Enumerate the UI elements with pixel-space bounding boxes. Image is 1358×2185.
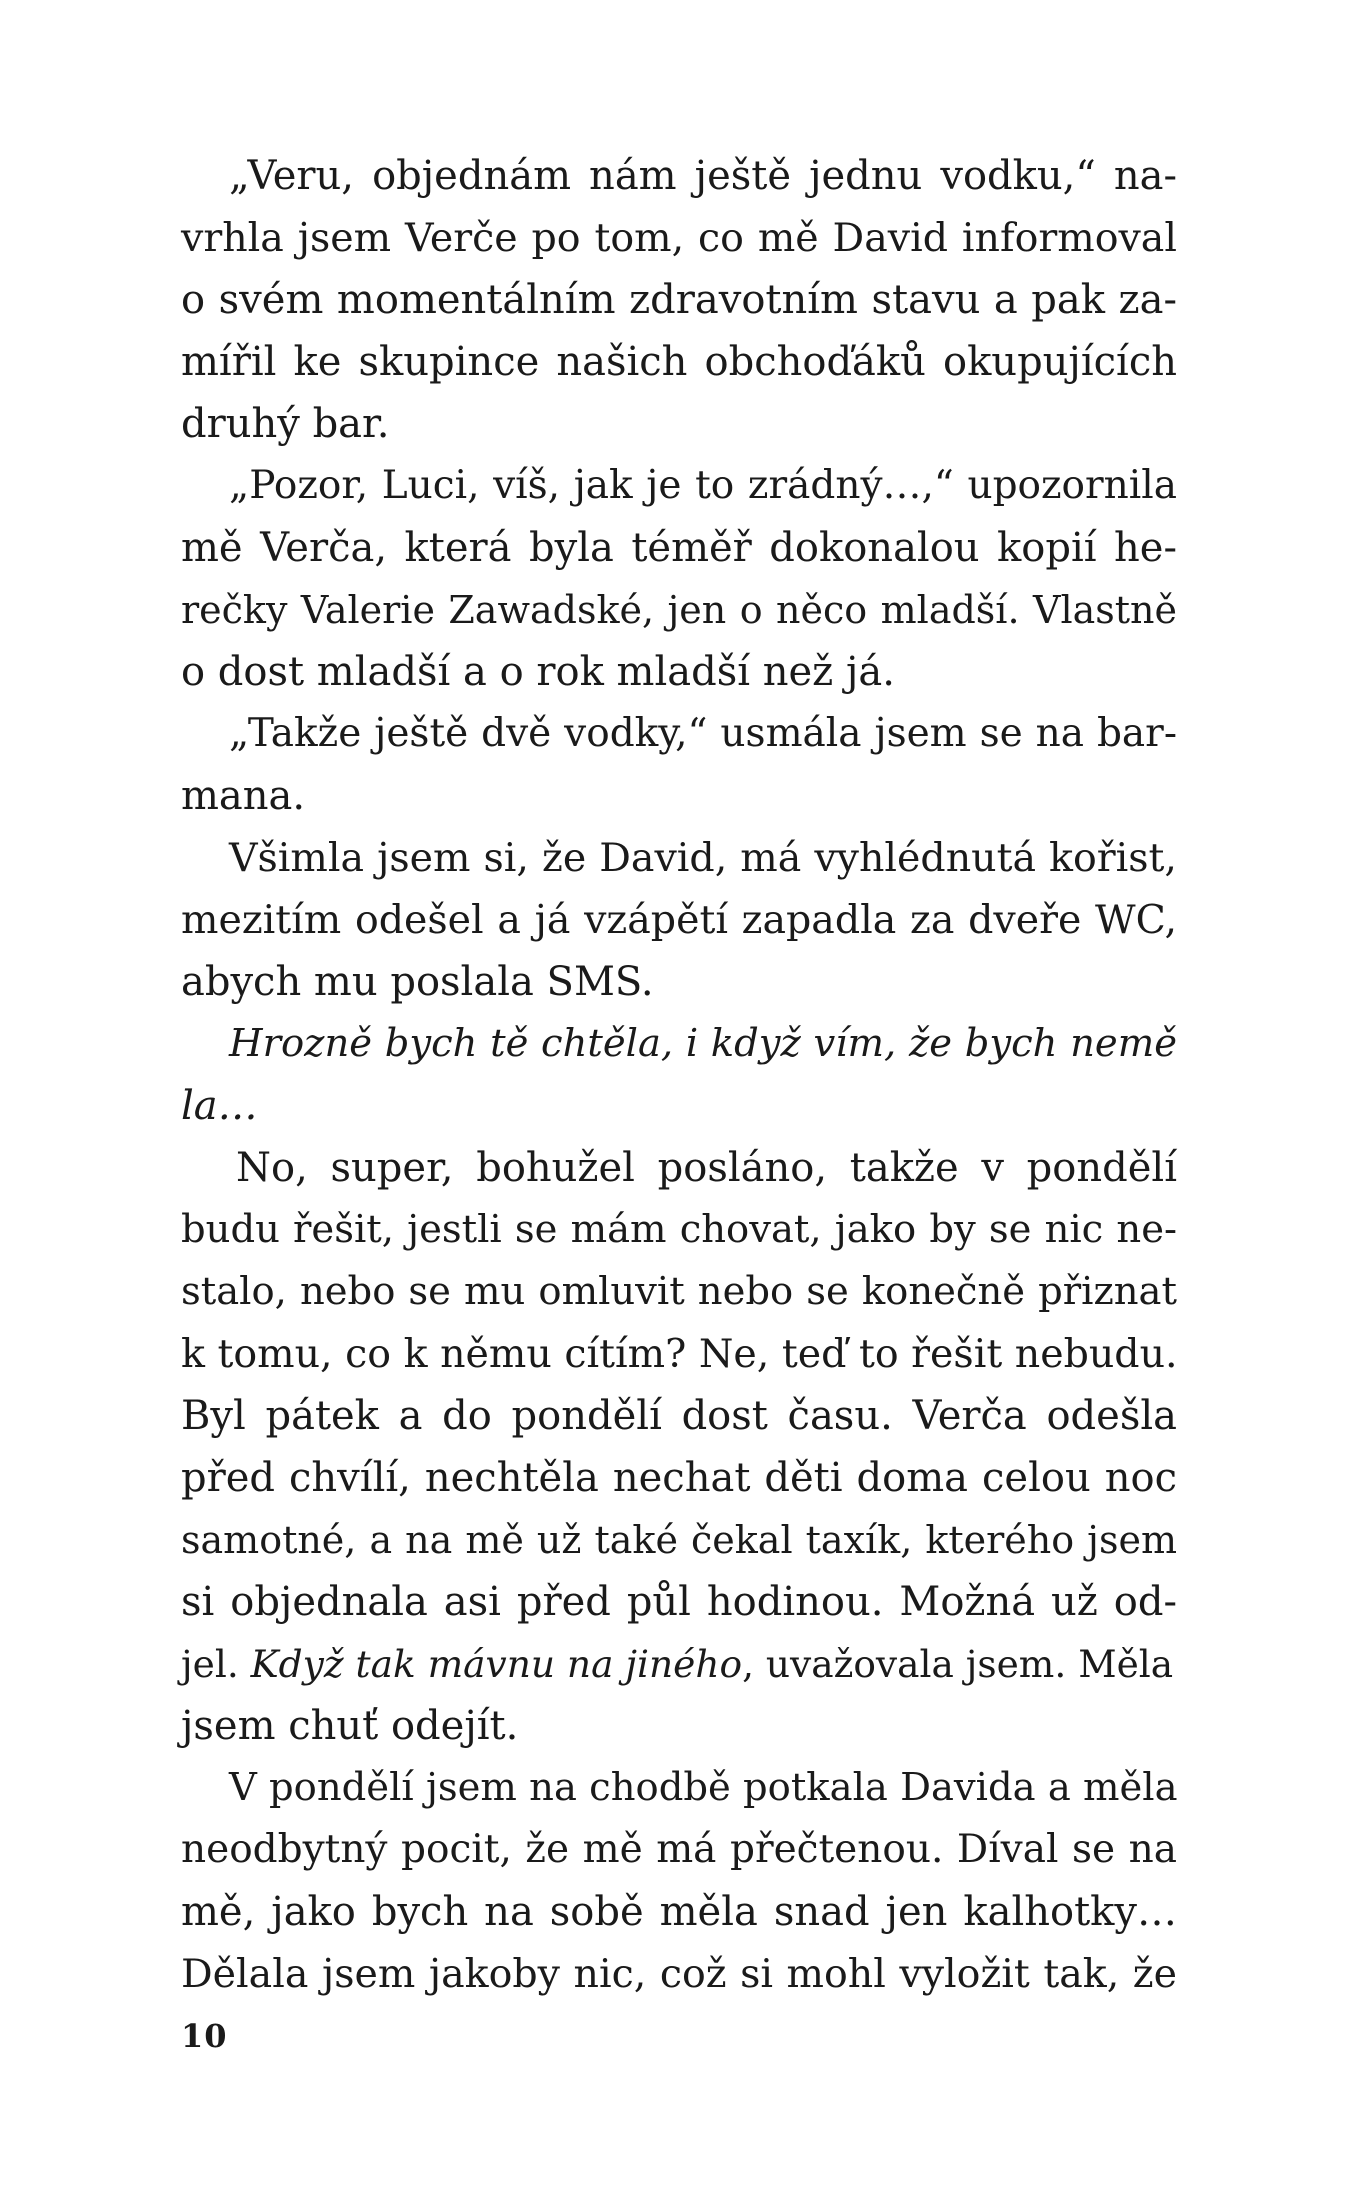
text-line: Všimla jsem si, že David, má vyhlédnutá kořist,: [229, 835, 1177, 881]
text-line: jsem chuť odejít.: [181, 1703, 519, 1749]
text-line: abych mu poslala SMS.: [181, 959, 654, 1005]
mixed-text-line: [181, 1633, 1177, 1695]
text-line: stalo, nebo se mu omluvit nebo se konečně přiznat: [181, 1269, 1177, 1314]
text-line: mě Verča, která byla téměř dokonalou kopií he-: [181, 525, 1177, 571]
italic-text: Když tak mávnu na jiného: [250, 1642, 743, 1686]
text-line: „Pozor, Luci, víš, jak je to zrádný…,“ upozornila: [229, 463, 1177, 508]
text-line: k tomu, co k němu cítím? Ne, teď to řešit nebudu.: [181, 1331, 1178, 1377]
text-line: před chvílí, nechtěla nechat děti doma celou noc: [181, 1455, 1177, 1501]
text-line: samotné, a na mě už také čekal taxík, kterého jsem: [181, 1518, 1177, 1562]
body-text: [181, 145, 1177, 2005]
text-line: budu řešit, jestli se mám chovat, jako by se nic ne-: [181, 1207, 1177, 1252]
text-line: vrhla jsem Verče po tom, co mě David informoval: [181, 215, 1177, 261]
text-line: Byl pátek a do pondělí dost času. Verča odešla: [181, 1393, 1177, 1439]
text-line: rečky Valerie Zawadské, jen o něco mladší. Vlastně: [181, 588, 1177, 632]
text-line: No, super, bohužel posláno, takže v pondělí: [236, 1145, 1177, 1191]
text-line: mana.: [181, 773, 306, 819]
text-line: druhý bar.: [181, 401, 390, 447]
text-line: si objednala asi před půl hodinou. Možná už od-: [181, 1579, 1177, 1625]
text-segment: , uvažovala jsem. Měla: [742, 1642, 1174, 1686]
text-line: mě, jako bych na sobě měla snad jen kalhotky…: [181, 1889, 1177, 1935]
text-line: neodbytný pocit, že mě má přečtenou. Díval se na: [181, 1827, 1177, 1872]
page-number: 10: [181, 2017, 228, 2055]
text-line: o dost mladší a o rok mladší než já.: [181, 649, 895, 695]
text-line: o svém momentálním zdravotním stavu a pak za-: [181, 277, 1177, 323]
italic-text-line: [181, 1075, 1177, 1137]
italic-text: la…: [181, 1083, 258, 1129]
text-line: „Takže ještě dvě vodky,“ usmála jsem se na bar-: [229, 711, 1177, 756]
text-line: V pondělí jsem na chodbě potkala Davida a měla: [229, 1765, 1178, 1810]
text-segment: jel.: [181, 1642, 251, 1686]
text-line: Dělala jsem jakoby nic, což si mohl vyložit tak, že: [181, 1951, 1177, 1997]
italic-text-line: [181, 1013, 1177, 1075]
text-line: „Veru, objednám nám ještě jednu vodku,“ na-: [229, 153, 1177, 199]
text-line: mířil ke skupince našich obchoďáků okupujících: [181, 339, 1177, 385]
italic-text: Hrozně bych tě chtěla, i když vím, že bych nemě: [229, 1021, 1177, 1066]
text-line: mezitím odešel a já vzápětí zapadla za dveře WC,: [181, 897, 1177, 943]
